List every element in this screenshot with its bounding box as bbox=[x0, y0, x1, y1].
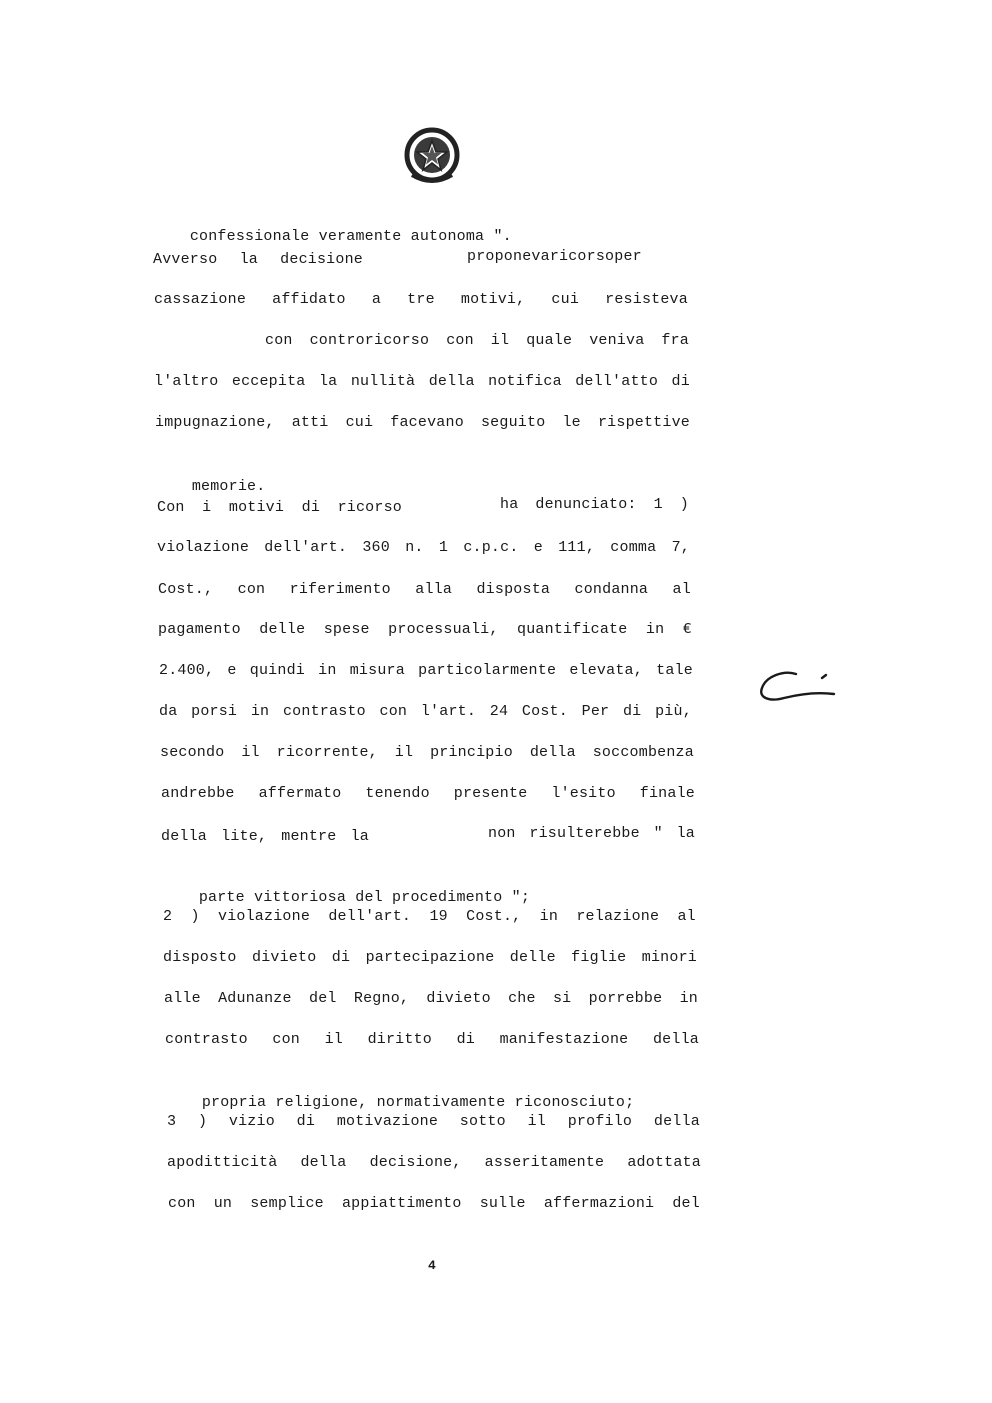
word: alle bbox=[164, 990, 201, 1007]
text-line bbox=[154, 372, 690, 392]
text-line bbox=[165, 1030, 699, 1050]
word: andrebbe bbox=[161, 785, 235, 802]
word: decisione, bbox=[369, 1154, 462, 1171]
word: pagamento bbox=[158, 621, 241, 638]
word: ricorso bbox=[337, 499, 402, 516]
word: c.p.c. bbox=[463, 539, 519, 556]
word: di bbox=[456, 1031, 475, 1048]
word: Per bbox=[581, 703, 610, 720]
page-number: 4 bbox=[428, 1258, 436, 1273]
word: e bbox=[533, 539, 543, 556]
word: il bbox=[527, 1113, 546, 1130]
word: resisteva bbox=[605, 291, 688, 308]
word: disposta bbox=[476, 581, 551, 598]
word: 360 bbox=[362, 539, 390, 556]
word: in bbox=[645, 621, 665, 638]
word: 3 bbox=[167, 1113, 177, 1130]
word: porrebbe bbox=[588, 990, 663, 1007]
word: elevata, bbox=[569, 662, 643, 679]
word: della bbox=[529, 744, 576, 761]
word: processuali, bbox=[388, 621, 499, 638]
word: Cost. bbox=[521, 703, 568, 720]
word: affermazioni bbox=[543, 1195, 655, 1212]
word: della bbox=[653, 1113, 700, 1130]
text-line-continued bbox=[500, 495, 689, 515]
word: apoditticità bbox=[167, 1154, 278, 1171]
word: partecipazione bbox=[365, 949, 495, 966]
word: contrasto bbox=[282, 703, 366, 720]
word: eccepita bbox=[231, 373, 306, 390]
word: principio bbox=[430, 744, 513, 761]
word: decisione bbox=[280, 251, 363, 268]
text-line bbox=[161, 784, 695, 804]
word: 24 bbox=[489, 703, 509, 720]
word: quale bbox=[526, 332, 573, 349]
word: con bbox=[168, 1195, 196, 1212]
text-line bbox=[158, 580, 691, 600]
word: veniva bbox=[589, 332, 645, 349]
text-line bbox=[167, 1153, 701, 1173]
word: da bbox=[159, 703, 178, 720]
word: minori bbox=[641, 949, 697, 966]
word: dell'art. bbox=[328, 908, 412, 925]
word: asseritamente bbox=[484, 1154, 605, 1171]
word: € bbox=[682, 621, 692, 638]
word: della bbox=[428, 373, 475, 390]
word: l'altro bbox=[154, 373, 219, 390]
word: divieto bbox=[252, 949, 317, 966]
word: cassazione bbox=[154, 291, 247, 308]
word: alla bbox=[415, 581, 453, 598]
word: che bbox=[508, 990, 536, 1007]
word: di bbox=[671, 373, 690, 390]
word: ) bbox=[190, 908, 200, 925]
word: risulterebbe bbox=[529, 825, 640, 842]
word: nullità bbox=[350, 373, 416, 390]
text-line bbox=[155, 413, 690, 433]
text-line bbox=[167, 1112, 700, 1132]
text-line-continued bbox=[467, 247, 689, 267]
word: delle bbox=[259, 621, 306, 638]
word: impugnazione, bbox=[155, 414, 275, 431]
word: della bbox=[652, 1031, 699, 1048]
word: in bbox=[679, 990, 698, 1007]
word: cui bbox=[345, 414, 374, 431]
word: appiattimento bbox=[341, 1195, 462, 1212]
word: la bbox=[676, 825, 695, 842]
word: a bbox=[371, 291, 382, 308]
word: adottata bbox=[627, 1154, 701, 1171]
word: Cost., bbox=[466, 908, 522, 925]
word: al bbox=[672, 581, 691, 598]
word: disposto bbox=[163, 949, 237, 966]
word: l'art. bbox=[420, 703, 477, 720]
word: delle bbox=[509, 949, 556, 966]
word: il bbox=[394, 744, 414, 761]
word: proponeva bbox=[467, 248, 550, 265]
word: facevano bbox=[390, 414, 464, 431]
text-line bbox=[160, 743, 694, 763]
word: lite, bbox=[221, 828, 268, 845]
word: il bbox=[490, 332, 510, 349]
word: in bbox=[318, 662, 337, 679]
word: dell'atto bbox=[575, 373, 659, 390]
word: 1 bbox=[653, 496, 663, 513]
word: i bbox=[202, 499, 212, 516]
word: riferimento bbox=[289, 581, 391, 598]
word: in bbox=[539, 908, 559, 925]
word: presente bbox=[453, 785, 528, 802]
word: controricorso bbox=[309, 332, 430, 349]
word: un bbox=[213, 1195, 233, 1212]
text-line bbox=[157, 538, 690, 558]
word: porsi bbox=[191, 703, 238, 720]
word: in bbox=[250, 703, 270, 720]
word: Con bbox=[157, 499, 185, 516]
word: il bbox=[324, 1031, 343, 1048]
word: non bbox=[488, 825, 516, 842]
word: motivi, bbox=[460, 291, 526, 308]
word: 1 bbox=[438, 539, 449, 556]
word: con bbox=[237, 581, 266, 598]
word: di bbox=[301, 499, 321, 516]
word: della bbox=[300, 1154, 347, 1171]
italian-republic-emblem-icon bbox=[402, 127, 462, 187]
word: di bbox=[331, 949, 351, 966]
handwritten-signature-icon bbox=[756, 664, 840, 708]
word: quantificate bbox=[517, 621, 628, 638]
text-line: propria religione, normativamente riconosciuto; bbox=[201, 1094, 635, 1111]
text-line: memorie. bbox=[191, 478, 266, 495]
word: con bbox=[272, 1031, 301, 1048]
word: ricorso bbox=[549, 248, 615, 265]
word: diritto bbox=[367, 1031, 432, 1048]
word: tenendo bbox=[365, 785, 430, 802]
word: sotto bbox=[459, 1113, 506, 1130]
word: Cost., bbox=[158, 581, 214, 598]
word: 19 bbox=[429, 908, 448, 925]
text-line bbox=[157, 498, 402, 518]
word: n. bbox=[405, 539, 424, 556]
word: violazione bbox=[218, 908, 311, 925]
word: di bbox=[622, 703, 642, 720]
word: dell'art. bbox=[264, 539, 348, 556]
text-line: confessionale veramente autonoma ". bbox=[189, 228, 512, 245]
word: l'esito bbox=[551, 785, 616, 802]
word: e bbox=[227, 662, 237, 679]
word: le bbox=[562, 414, 581, 431]
word: fra bbox=[661, 332, 689, 349]
word: violazione bbox=[157, 539, 250, 556]
word: cui bbox=[551, 291, 580, 308]
word: atti bbox=[291, 414, 329, 431]
word: del bbox=[672, 1195, 700, 1212]
word: al bbox=[677, 908, 696, 925]
text-line-continued bbox=[488, 824, 695, 844]
word: soccombenza bbox=[592, 744, 694, 761]
line-segment bbox=[467, 247, 642, 267]
word: motivazione bbox=[336, 1113, 439, 1130]
word: ) bbox=[197, 1113, 208, 1130]
word: condanna bbox=[574, 581, 649, 598]
word: ricorrente, bbox=[276, 744, 378, 761]
text-line bbox=[159, 702, 692, 722]
text-line bbox=[158, 620, 692, 640]
word: rispettive bbox=[597, 414, 690, 431]
text-line bbox=[164, 989, 698, 1009]
word: Adunanze bbox=[218, 990, 292, 1007]
word: della bbox=[161, 828, 208, 845]
word: 2.400, bbox=[159, 662, 215, 679]
word: denunciato: bbox=[535, 496, 637, 513]
word: contrasto bbox=[165, 1031, 248, 1048]
word: 2 bbox=[163, 908, 173, 925]
word: la bbox=[239, 251, 258, 268]
word: la bbox=[318, 373, 338, 390]
word: 111, bbox=[558, 539, 596, 556]
text-line bbox=[168, 1194, 700, 1214]
word: particolarmente bbox=[418, 662, 557, 679]
word: comma bbox=[610, 539, 657, 556]
word: sulle bbox=[479, 1195, 526, 1212]
word: si bbox=[552, 990, 572, 1007]
word: vizio bbox=[228, 1113, 275, 1130]
word: spese bbox=[323, 621, 370, 638]
word: del bbox=[309, 990, 337, 1007]
word: con bbox=[265, 332, 293, 349]
text-line bbox=[161, 827, 369, 847]
word: con bbox=[379, 703, 408, 720]
word: misura bbox=[349, 662, 405, 679]
word: di bbox=[296, 1113, 316, 1130]
word: affidato bbox=[272, 291, 346, 308]
word: quindi bbox=[249, 662, 305, 679]
word: " bbox=[653, 825, 663, 842]
text-line bbox=[159, 661, 693, 681]
word: motivi bbox=[228, 499, 285, 516]
word: più, bbox=[655, 703, 692, 720]
word: Avverso bbox=[153, 251, 218, 268]
text-line bbox=[153, 250, 363, 270]
text-line: parte vittoriosa del procedimento "; bbox=[198, 889, 531, 906]
text-line bbox=[163, 948, 697, 968]
word: per bbox=[614, 248, 642, 265]
word: figlie bbox=[571, 949, 627, 966]
word: il bbox=[241, 744, 260, 761]
word: finale bbox=[639, 785, 695, 802]
word: mentre bbox=[281, 828, 337, 845]
word: tale bbox=[656, 662, 693, 679]
word: con bbox=[446, 332, 474, 349]
text-line bbox=[154, 290, 688, 310]
word: ha bbox=[500, 496, 519, 513]
word: la bbox=[350, 828, 369, 845]
word: seguito bbox=[480, 414, 546, 431]
word: profilo bbox=[567, 1113, 633, 1130]
word: 7, bbox=[671, 539, 690, 556]
word: tre bbox=[407, 291, 435, 308]
word: secondo bbox=[160, 744, 225, 761]
text-line bbox=[163, 907, 696, 927]
word: notifica bbox=[488, 373, 562, 390]
text-line bbox=[265, 331, 689, 351]
word: divieto bbox=[426, 990, 491, 1007]
word: relazione bbox=[576, 908, 660, 925]
word: Regno, bbox=[353, 990, 410, 1007]
word: ) bbox=[679, 496, 689, 513]
word: manifestazione bbox=[499, 1031, 629, 1048]
word: semplice bbox=[250, 1195, 324, 1212]
word: affermato bbox=[258, 785, 342, 802]
